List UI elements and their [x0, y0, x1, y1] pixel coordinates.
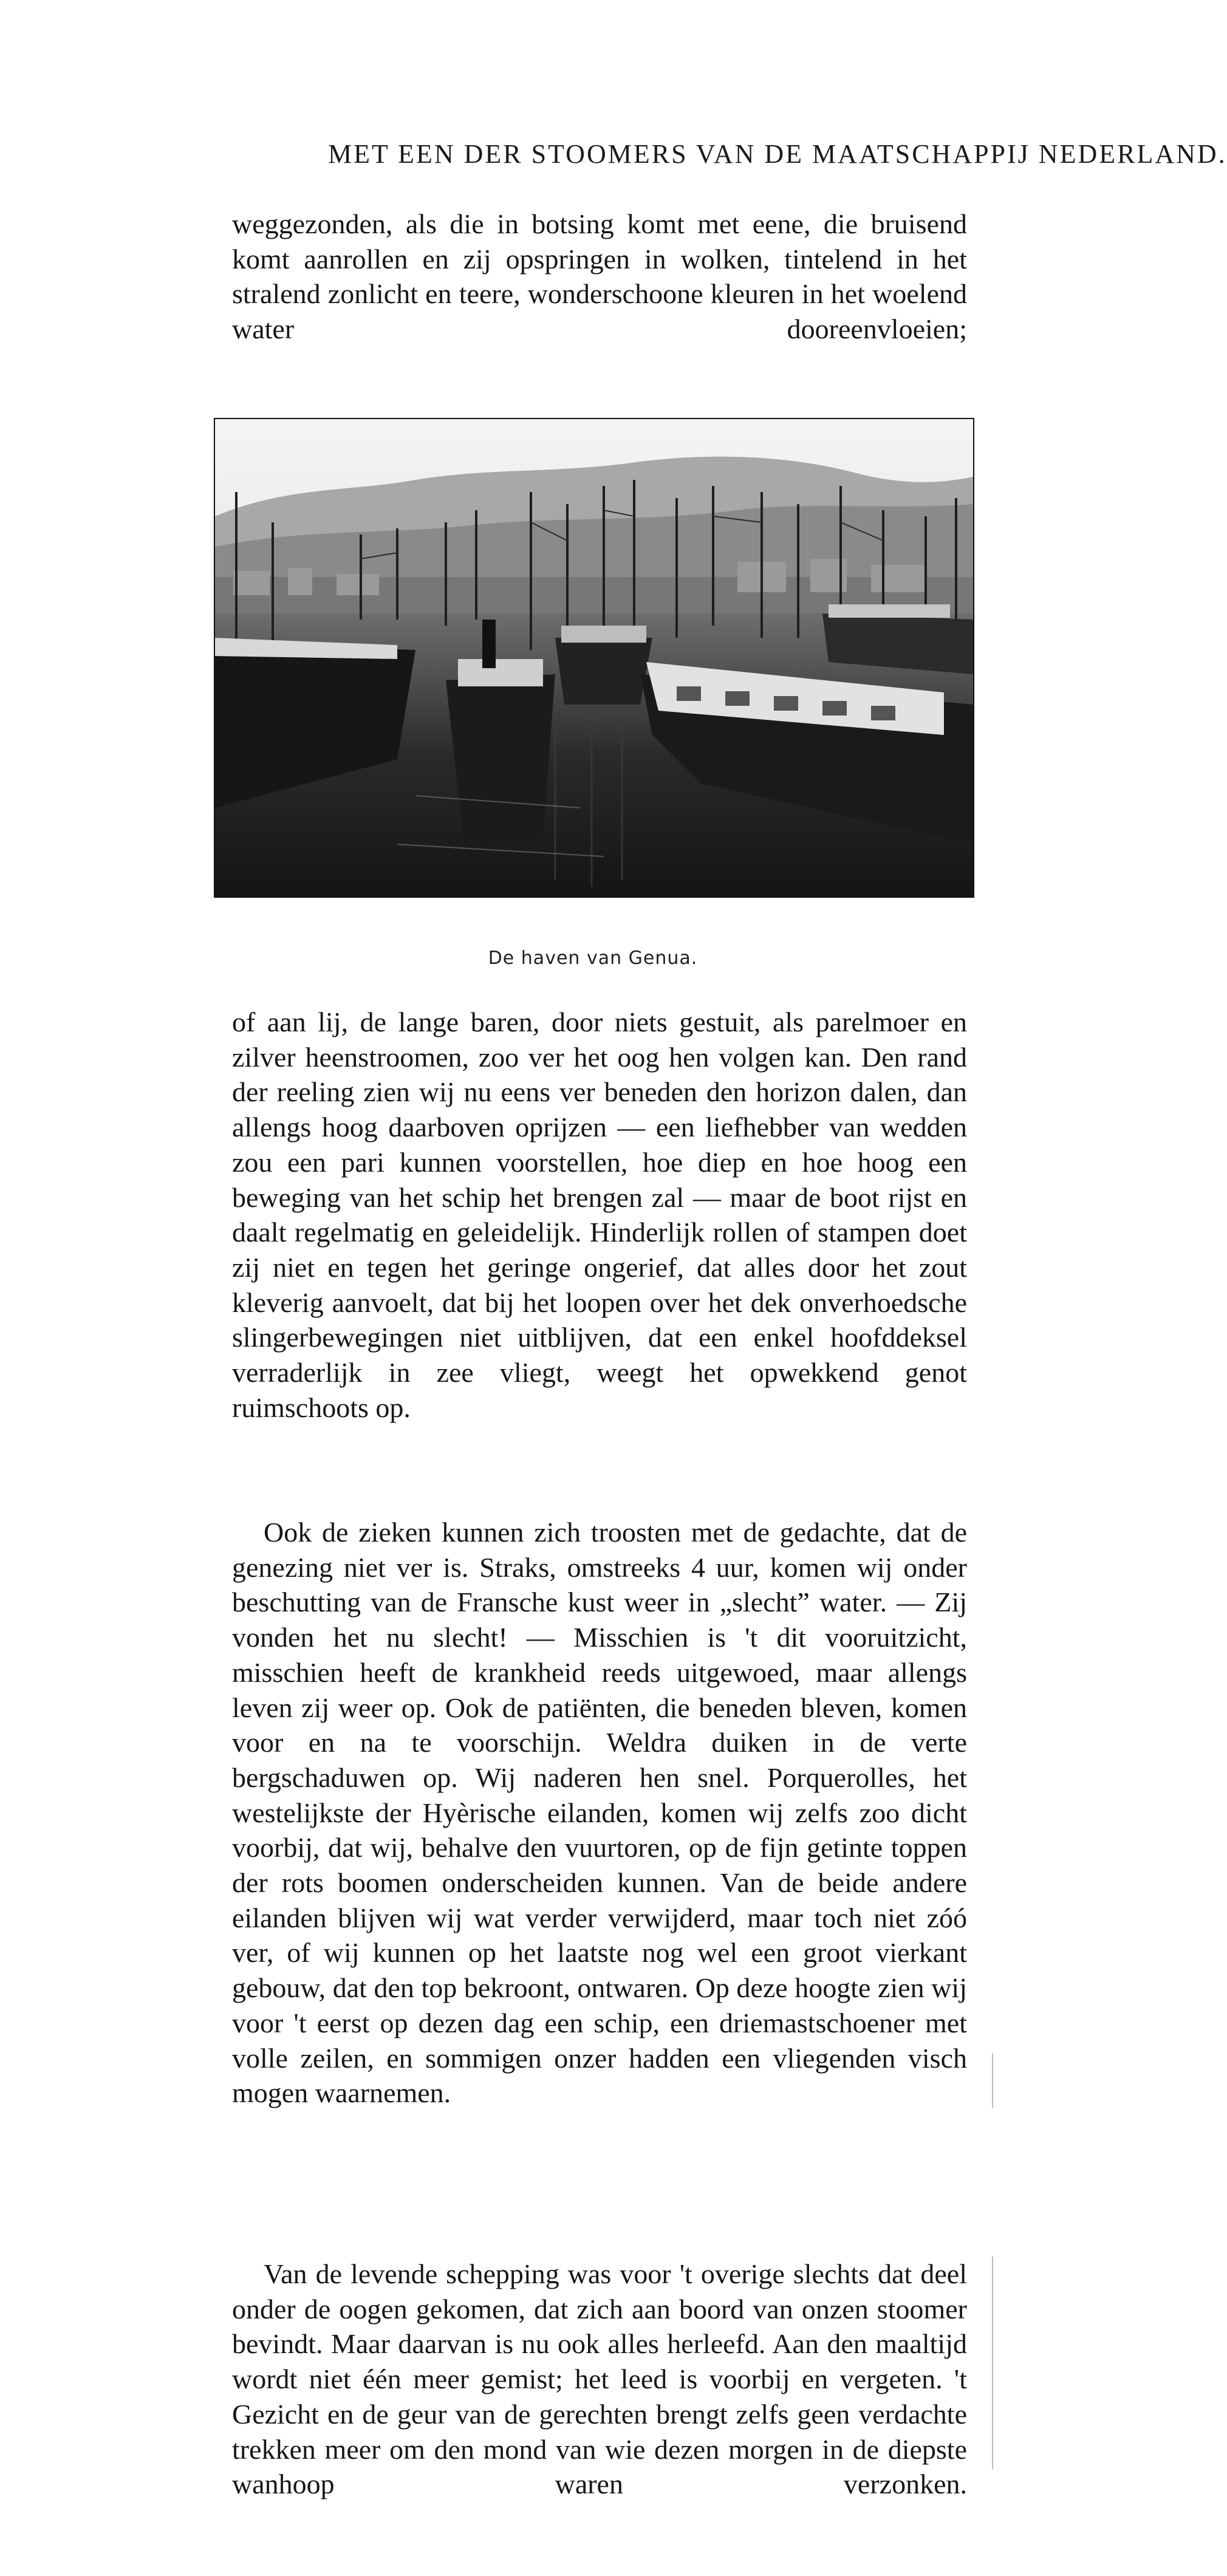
- margin-rule: [992, 2257, 993, 2469]
- paragraph-fourth: Van de levende schepping was voor 't overige slechts dat deel onder de oogen gekomen, dat zich aan boord van onzen stoomer bevindt. Maar daarvan is nu ook alles herleefd. Aan den maaltijd wordt niet één meer gemist; het leed is voorbij en vergeten. 't Gezicht en de geur van de gerechten brengt zelfs geen verdachte trekken meer om den mond van wie dezen morgen in de diepste wanhoop waren verzonken.: [232, 2258, 967, 2500]
- figure-caption: De haven van Genua.: [488, 948, 698, 969]
- paragraph-top: weggezonden, als die in botsing komt met eene, die bruisend komt aanrollen en zij opspringen in wolken, tintelend in het stralend zonlicht en teere, wonderschoone kleuren in het woelend water dooreenvloeien;: [232, 208, 967, 345]
- running-header: MET EEN DER STOOMERS VAN DE MAATSCHAPPIJ NEDERLAND.: [328, 139, 1227, 169]
- paragraph-third: Ook de zieken kunnen zich troosten met de gedachte, dat de genezing niet ver is. Straks, omstreeks 4 uur, komen wij onder beschutting van de Fransche kust weer in „slecht” water. — Zij vonden het nu slecht! — Misschien is 't dit vooruitzicht, misschien heeft de krankheid reeds uitgewoed, maar allengs leven zij weer op. Ook de patiënten, die beneden bleven, komen voor en na te voorschijn. Weldra duiken in de verte bergschaduwen op. Wij naderen hen snel. Porquerolles, het westelijkste der Hyèrische eilanden, komen wij zelfs zoo dicht voorbij, dat wij, behalve den vuurtoren, op de fijn getinte toppen der rots boomen onderscheiden kunnen. Van de beide andere eilanden blijven wij wat verder verwijderd, maar toch niet zóó ver, of wij kunnen op het laatste nog wel een groot vierkant gebouw, dat den top bekroont, ontwaren. Op deze hoogte zien wij voor 't eerst op dezen dag een schip, een driemastschoener met volle zeilen, en sommigen onzer hadden een vliegenden visch mogen waarnemen.: [232, 1517, 967, 2109]
- margin-rule: [992, 2053, 993, 2108]
- harbor-photograph: [214, 418, 974, 898]
- paragraph-second: of aan lij, de lange baren, door niets gestuit, als parelmoer en zilver heenstroomen, zoo ver het oog hen volgen kan. Den rand der reeling zien wij nu eens ver beneden den horizon dalen, dan allengs hoog daarboven oprijzen — een liefhebber van wedden zou een pari kunnen voorstellen, hoe diep en hoe hoog een beweging van het schip het brengen zal — maar de boot rijst en daalt regelmatig en geleidelijk. Hinderlijk rollen of stampen doet zij niet en tegen het geringe ongerief, dat alles door het zout kleverig aanvoelt, dat bij het loopen over het dek onverhoedsche slingerbewegingen niet uitblijven, dat een enkel hoofddeksel verraderlijk in zee vliegt, weegt het opwekkend genot ruimschoots op.: [232, 1006, 967, 1423]
